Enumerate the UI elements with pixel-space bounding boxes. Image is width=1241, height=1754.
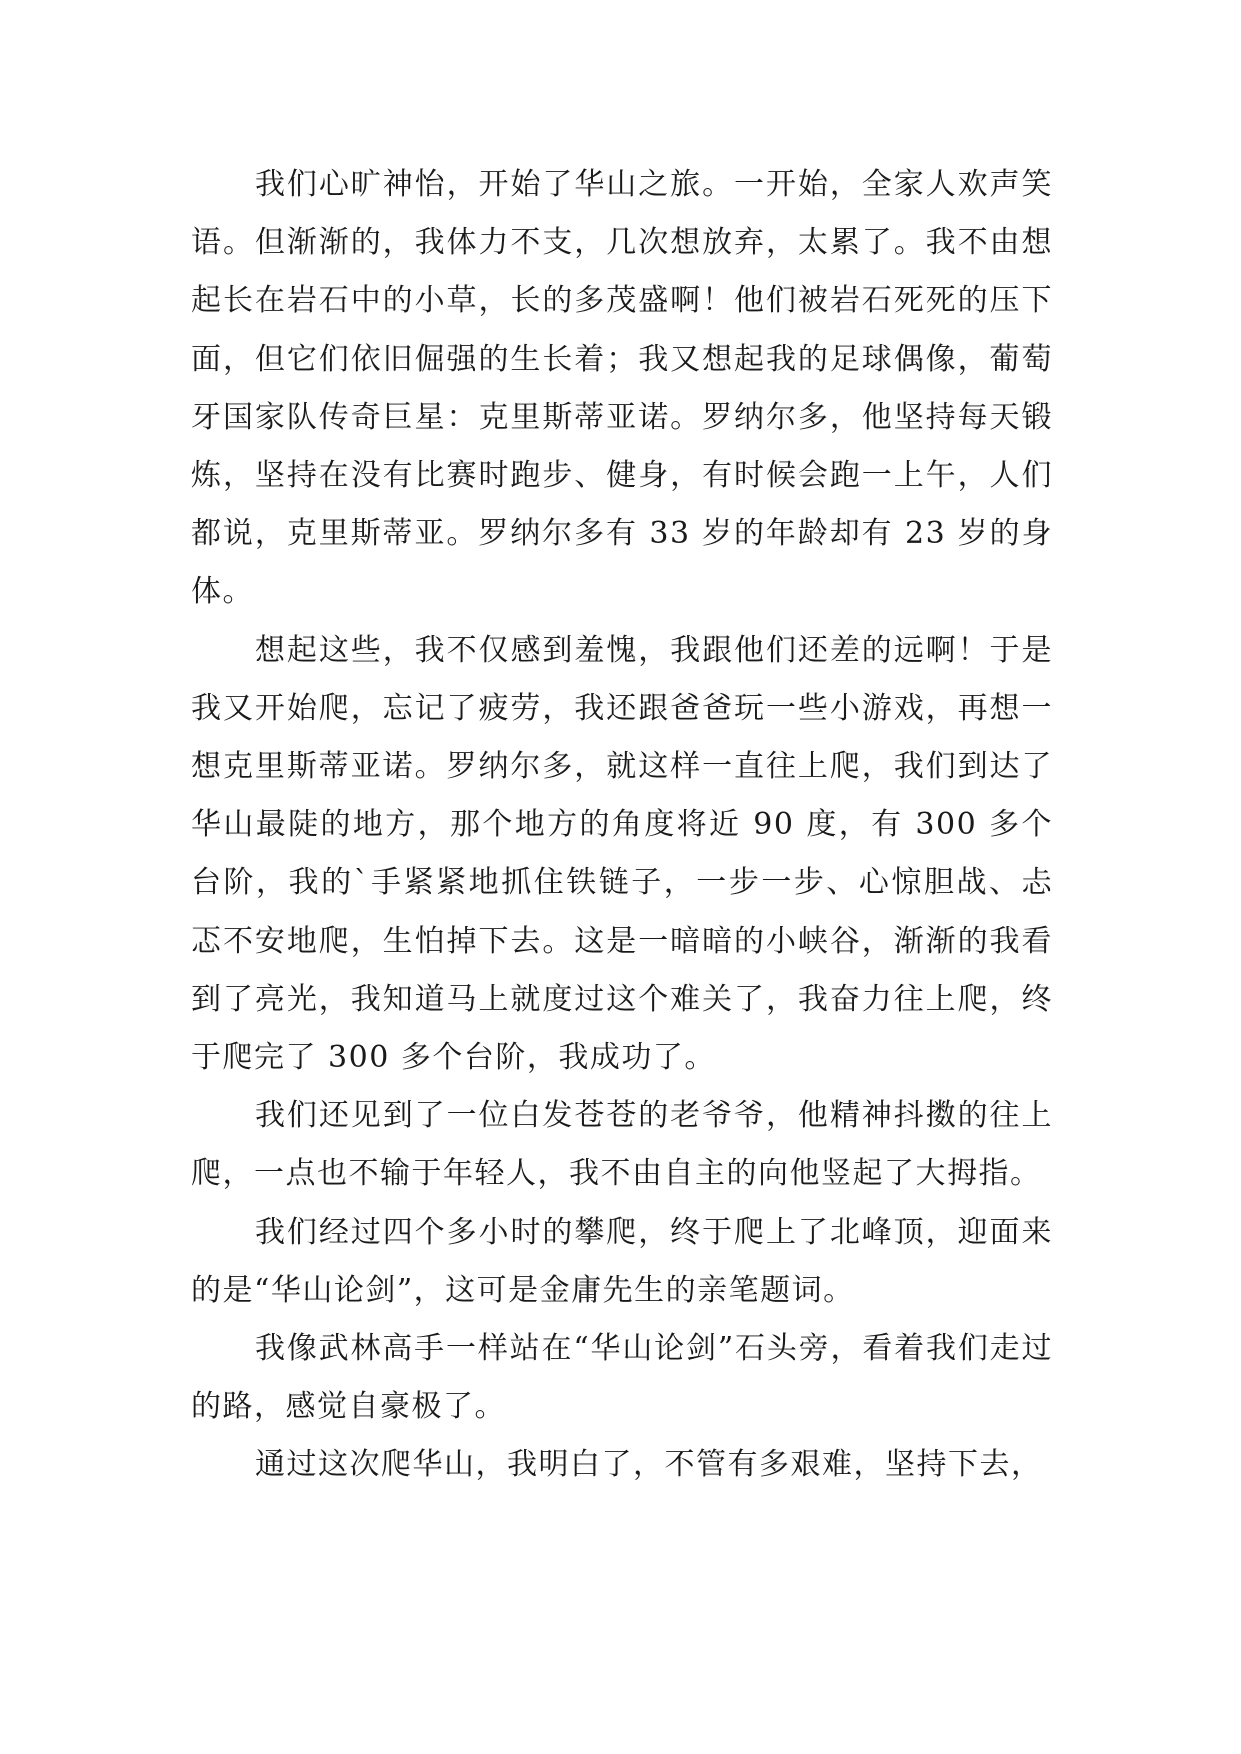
- paragraph-2: 想起这些，我不仅感到羞愧，我跟他们还差的远啊！于是我又开始爬，忘记了疲劳，我还跟爸爸玩一些小游戏，再想一想克里斯蒂亚诺。罗纳尔多，就这样一直往上爬，我们到达了华山最陡的地方，那个地方的角度将近 90 度，有 300 多个台阶，我的`手紧紧地抓住铁链子，一步一步、心惊胆战、忐忑不安地爬，生怕掉下去。这是一暗暗的小峡谷，渐渐的我看到了亮光，我知道马上就度过这个难关了，我奋力往上爬，终于爬完了 300 多个台阶，我成功了。: [191, 632, 1053, 1076]
- paragraph-6: 通过这次爬华山，我明白了，不管有多艰难，坚持下去，: [255, 1447, 1043, 1483]
- paragraph-4: 我们经过四个多小时的攀爬，终于爬上了北峰顶，迎面来的是“华山论剑”，这可是金庸先生的亲笔题词。: [191, 1214, 1053, 1308]
- paragraph-3: 我们还见到了一位白发苍苍的老爷爷，他精神抖擞的往上爬，一点也不输于年轻人，我不由自主的向他竖起了大拇指。: [191, 1098, 1053, 1192]
- paragraph-5: 我像武林高手一样站在“华山论剑”石头旁，看着我们走过的路，感觉自豪极了。: [191, 1331, 1053, 1425]
- paragraph-1: 我们心旷神怡，开始了华山之旅。一开始，全家人欢声笑语。但渐渐的，我体力不支，几次想放弃，太累了。我不由想起长在岩石中的小草，长的多茂盛啊！他们被岩石死死的压下面，但它们依旧倔强的生长着；我又想起我的足球偶像，葡萄牙国家队传奇巨星：克里斯蒂亚诺。罗纳尔多，他坚持每天锻炼，坚持在没有比赛时跑步、健身，有时候会跑一上午，人们都说，克里斯蒂亚。罗纳尔多有 33 岁的年龄却有 23 岁的身体。: [191, 167, 1053, 610]
- document-body: [191, 156, 1053, 1495]
